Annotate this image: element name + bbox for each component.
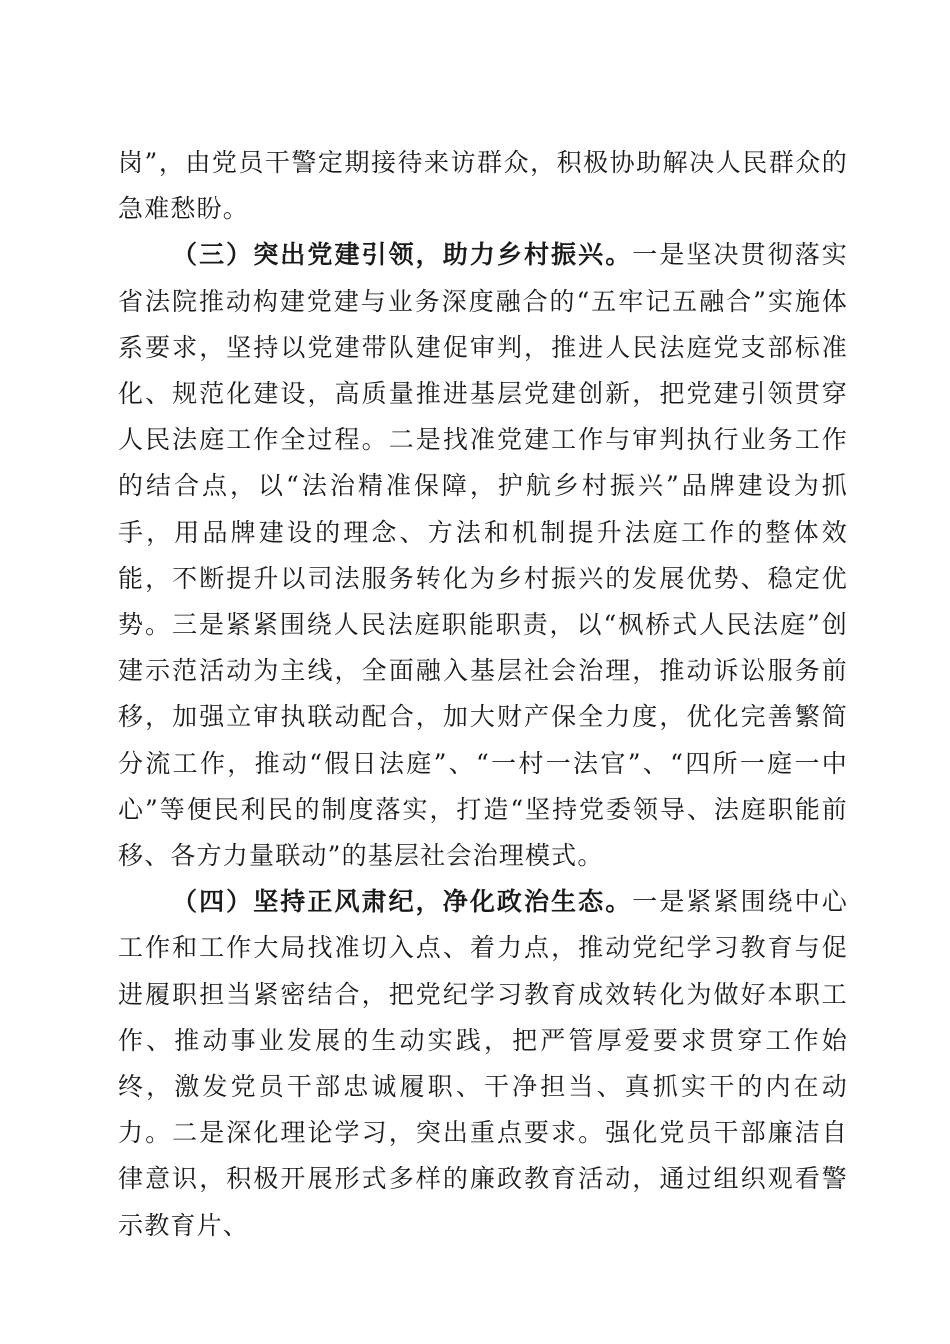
section-heading-three: （三）突出党建引领，助力乡村振兴。 (172, 240, 633, 270)
paragraph-text: 一是坚决贯彻落实省法院推动构建党建与业务深度融合的“五牢记五融合”实施体系要求，坚持以党建带队建促审判，推进人民法庭党支部标准化、规范化建设，高质量推进基层党建创新，把党建引领贯穿人民法庭工作全过程。二是找准党建工作与审判执行业务工作的结合点，以“法治精准保障，护航乡村振兴”品牌建设为抓手，用品牌建设的理念、方法和机制提升法庭工作的整体效能，不断提升以司法服务转化为乡村振兴的发展优势、稳定优势。三是紧紧围绕人民法庭职能职责，以“枫桥式人民法庭”创建示范活动为主线，全面融入基层社会治理，推动诉讼服务前移，加强立审执联动配合，加大财产保全力度，优化完善繁简分流工作，推动“假日法庭”、“一村一法官”、“四所一庭一中心”等便民利民的制度落实，打造“坚持党委领导、法庭职能前移、各方力量联动”的基层社会治理模式。 (118, 240, 848, 871)
paragraph-text: 一是紧紧围绕中心工作和工作大局找准切入点、着力点，推动党纪学习教育与促进履职担当紧密结合，把党纪学习教育成效转化为做好本职工作、推动事业发展的生动实践，把严管厚爱要求贯穿工作始终，激发党员干部忠诚履职、干净担当、真抓实干的内在动力。二是深化理论学习，突出重点要求。强化党员干部廉洁自律意识，积极开展形式多样的廉政教育活动，通过组织观看警示教育片、 (118, 887, 848, 1240)
section-heading-four: （四）坚持正风肃纪，净化政治生态。 (172, 887, 633, 917)
document-body (118, 140, 848, 1249)
paragraph-text: 岗”，由党员干警定期接待来访群众，积极协助解决人民群众的急难愁盼。 (118, 148, 848, 224)
paragraph-section-three (118, 232, 848, 879)
paragraph-section-four (118, 879, 848, 1249)
paragraph-continuation (118, 140, 848, 232)
